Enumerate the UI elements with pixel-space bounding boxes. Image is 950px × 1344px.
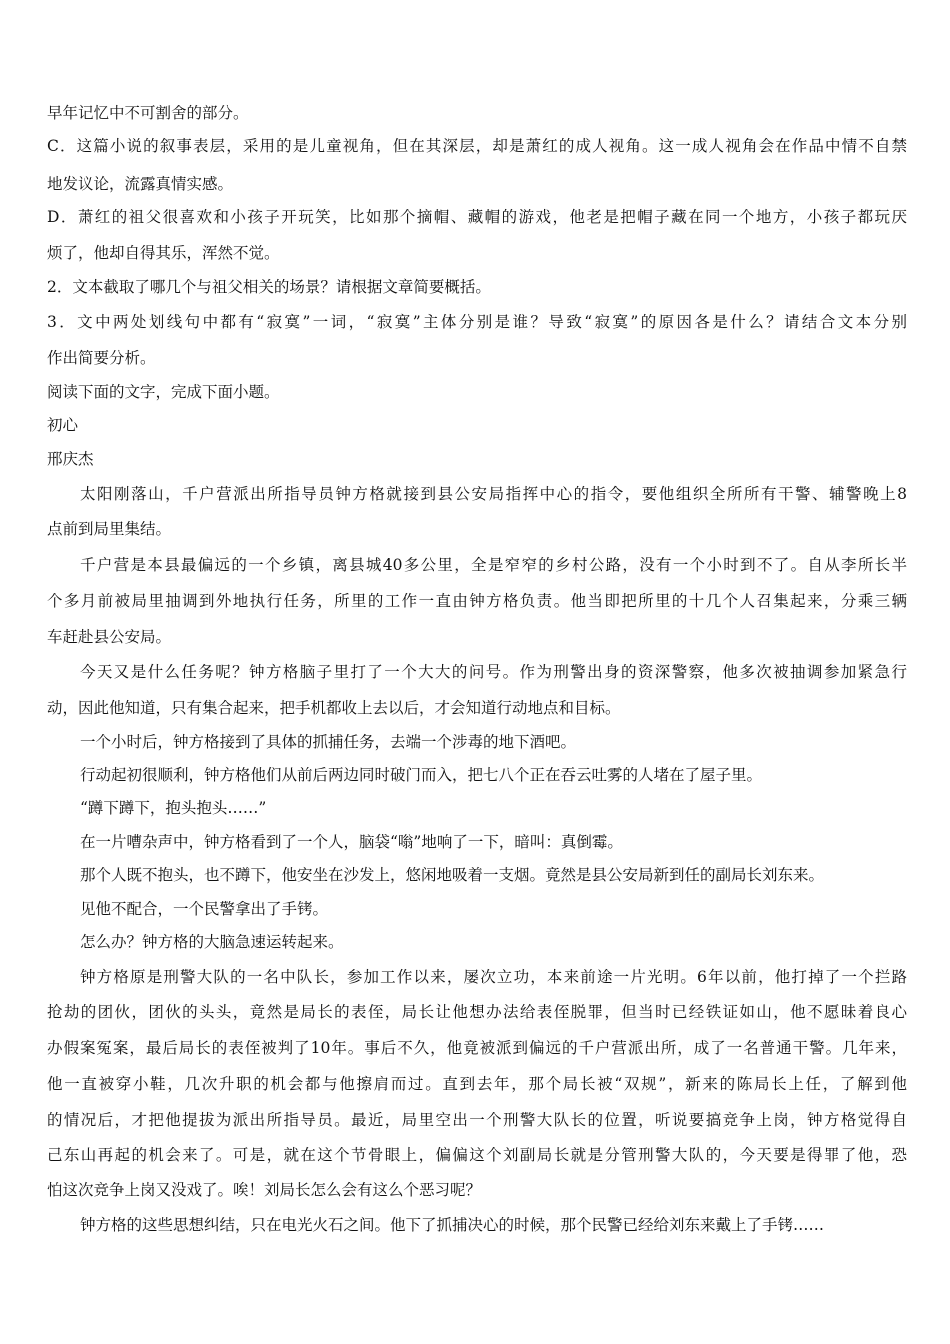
paragraph-line: 办假案冤案，最后局长的表侄被判了10年。事后不久，他竟被派到偏远的千户营派出所，成了一名普通干警。几年来， [47,1039,907,1057]
text-line: 早年记忆中不可割舍的部分。 [47,104,249,122]
paragraph-line: 己东山再起的机会来了。可是，就在这个节骨眼上，偏偏这个刘副局长就是分管刑警大队的，今天要是得罪了他，恐 [47,1146,907,1164]
text-line: 地发议论，流露真情实感。 [47,175,234,193]
option-d-line: D．萧红的祖父很喜欢和小孩子开玩笑，比如那个摘帽、藏帽的游戏，他老是把帽子藏在同一个地方，小孩子都玩厌 [47,208,907,226]
paragraph-line: 千户营是本县最偏远的一个乡镇，离县城40多公里，全是窄窄的乡村公路，没有一个小时到不了。自从李所长半 [80,556,907,574]
paragraph-line: 怕这次竞争上岗又没戏了。唉！刘局长怎么会有这么个恶习呢？ [47,1181,482,1199]
paragraph-line: 见他不配合，一个民警拿出了手铐。 [80,900,329,918]
paragraph-line: 抢劫的团伙，团伙的头头，竟然是局长的表侄，局长让他想办法给表侄脱罪，但当时已经铁证如山，他不愿昧着良心 [47,1003,907,1021]
paragraph-line: 的情况后，才把他提拔为派出所指导员。最近，局里空出一个刑警大队长的位置，听说要搞竞争上岗，钟方格觉得自 [47,1111,907,1129]
paragraph-line: 一个小时后，钟方格接到了具体的抓捕任务，去端一个涉毒的地下酒吧。 [80,733,577,751]
option-c-line: C．这篇小说的叙事表层，采用的是儿童视角，但在其深层，却是萧红的成人视角。这一成人视角会在作品中情不自禁 [47,137,907,155]
paragraph-line: 车赶赴县公安局。 [47,628,172,646]
question-3: 3．文中两处划线句中都有“寂寞”一词，“寂寞”主体分别是谁？导致“寂寞”的原因各是什么？请结合文本分别 [47,313,907,331]
paragraph-line: 那个人既不抱头，也不蹲下，他安坐在沙发上，悠闲地吸着一支烟。竟然是县公安局新到任的副局长刘东来。 [80,866,825,884]
paragraph-line: 在一片嘈杂声中，钟方格看到了一个人，脑袋“嗡”地响了一下，暗叫：真倒霉。 [80,833,623,851]
reading-instruction: 阅读下面的文字，完成下面小题。 [47,383,280,401]
paragraph-line: 行动起初很顺利，钟方格他们从前后两边同时破门而入，把七八个正在吞云吐雾的人堵在了屋子里。 [80,766,763,784]
paragraph-line: 今天又是什么任务呢？钟方格脑子里打了一个大大的问号。作为刑警出身的资深警察，他多次被抽调参加紧急行 [80,663,907,681]
paragraph-line: 钟方格的这些思想纠结，只在电光火石之间。他下了抓捕决心的时候，那个民警已经给刘东来戴上了手铐…… [80,1216,825,1234]
question-2: 2．文本截取了哪几个与祖父相关的场景？请根据文章简要概括。 [47,278,491,296]
text-line: 作出简要分析。 [47,349,156,367]
story-author: 邢庆杰 [47,450,94,468]
story-title: 初心 [47,416,79,434]
paragraph-line: 怎么办？钟方格的大脑急速运转起来。 [80,933,344,951]
paragraph-line: 个多月前被局里抽调到外地执行任务，所里的工作一直由钟方格负责。他当即把所里的十几个人召集起来，分乘三辆 [47,592,907,610]
paragraph-line: 点前到局里集结。 [47,520,172,538]
paragraph-line: 动，因此他知道，只有集合起来，把手机都收上去以后，才会知道行动地点和目标。 [47,699,621,717]
dialogue-line: “蹲下蹲下，抱头抱头……” [80,799,267,817]
text-line: 烦了，他却自得其乐，浑然不觉。 [47,244,280,262]
paragraph-line: 太阳刚落山，千户营派出所指导员钟方格就接到县公安局指挥中心的指令，要他组织全所所有干警、辅警晚上8 [80,485,907,503]
paragraph-line: 他一直被穿小鞋，几次升职的机会都与他擦肩而过。直到去年，那个局长被“双规”，新来的陈局长上任，了解到他 [47,1075,907,1093]
paragraph-line: 钟方格原是刑警大队的一名中队长，参加工作以来，屡次立功，本来前途一片光明。6年以前，他打掉了一个拦路 [80,968,907,986]
